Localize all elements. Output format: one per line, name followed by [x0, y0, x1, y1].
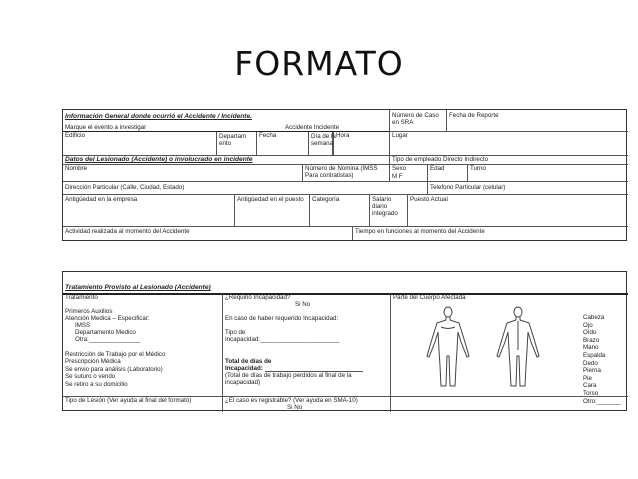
- days-lost-note: (Total de días de trabajo perdidos al final de la incapacidad): [225, 372, 352, 387]
- prescription-option[interactable]: Prescripción Médica: [65, 358, 121, 365]
- hour-label: Hora: [336, 132, 350, 139]
- time-functions-label: Tiempo en funciones al momento del Accidente: [355, 228, 485, 235]
- employee-type-cell[interactable]: [390, 156, 628, 165]
- seniority-position-label: Antigüedad en el puesto: [237, 196, 304, 203]
- seniority-company-label: Antigüedad en la empresa: [65, 196, 138, 203]
- medical-dept-option[interactable]: Departamento Medico: [75, 329, 136, 336]
- salary-cell[interactable]: [370, 195, 408, 227]
- department-label: Departam ento: [219, 133, 247, 148]
- current-position-cell[interactable]: [408, 195, 628, 227]
- registrable-cell: [223, 397, 391, 412]
- treatment-list-cell: [63, 294, 223, 397]
- work-restriction-option[interactable]: Restricción de Trabajo por el Médico: [65, 351, 166, 358]
- salary-label: Salario diario integrado: [372, 196, 398, 218]
- treatment-line-0: Tratamiento: [65, 294, 98, 301]
- place-label: Lugar: [392, 132, 408, 139]
- date-label: Fecha: [259, 132, 277, 139]
- sent-home-option[interactable]: Se retiro a su domicilio: [65, 381, 128, 388]
- body-part-option[interactable]: Otro:_______: [583, 397, 621, 405]
- accident-info-header: Información General donde ocurrió el Accidente / Incidente.: [65, 113, 252, 120]
- body-part-option[interactable]: Cabeza: [583, 314, 605, 321]
- incapacity-type-label: Tipo de: [225, 329, 246, 336]
- case-number-label: Número de Caso en SRA: [392, 112, 439, 127]
- department-cell[interactable]: [217, 132, 257, 156]
- address-label: Dirección Particular (Calle, Ciudad, Estado): [65, 184, 185, 191]
- incapacity-question: ¿Requirió Incapacidad?: [225, 294, 291, 301]
- mark-event-label: Marque el evento a investigar: [65, 124, 147, 131]
- report-date-cell[interactable]: [447, 110, 628, 132]
- employee-type-label: Tipo de empleado Directo Indirecto: [392, 156, 489, 163]
- days-label: Total de días de: [225, 358, 272, 365]
- registrable-question: ¿El caso es registrable? (Ver ayuda en SMA-10): [225, 397, 358, 404]
- page-title: FORMATO: [234, 44, 404, 83]
- phone-label: Telefono Particular (celular): [430, 184, 506, 191]
- medical-attention-option[interactable]: Atención Medica – Especificar:: [65, 315, 150, 322]
- time-functions-cell[interactable]: [353, 227, 628, 240]
- body-part-option[interactable]: Dedo: [583, 359, 598, 367]
- date-cell[interactable]: [257, 132, 309, 156]
- age-label: Edad: [430, 165, 445, 172]
- current-position-label: Puesto Actual: [410, 196, 448, 203]
- activity-label: Actividad realizada al momento del Accidente: [65, 228, 190, 235]
- body-part-option[interactable]: Mano: [583, 344, 599, 352]
- body-back-icon[interactable]: [487, 306, 549, 392]
- accident-info-cell: [63, 110, 390, 132]
- seniority-company-cell[interactable]: [63, 195, 235, 227]
- body-part-option[interactable]: Oído: [583, 329, 597, 337]
- category-cell[interactable]: [310, 195, 370, 227]
- incapacity-type-field[interactable]: Incapacidad:_______________________: [225, 336, 340, 343]
- incapacity-cell: [223, 294, 391, 397]
- other-option[interactable]: Otra:_______________: [75, 336, 141, 343]
- event-types[interactable]: Accidente Incidente: [285, 124, 340, 131]
- sex-cell[interactable]: [390, 165, 428, 182]
- shift-cell[interactable]: [468, 165, 628, 182]
- building-cell[interactable]: [63, 132, 217, 156]
- sutured-option[interactable]: Se suturo o vendo: [65, 373, 116, 380]
- weekday-cell[interactable]: [309, 132, 336, 156]
- lab-analysis-option[interactable]: Se envio para análisis (Laboratorio): [65, 366, 163, 373]
- sex-label: Sexo: [392, 165, 407, 172]
- building-label: Edificio: [65, 132, 85, 139]
- body-part-option[interactable]: Pierna: [583, 367, 601, 375]
- days-field[interactable]: Incapacidad:: [225, 365, 263, 372]
- seniority-position-cell[interactable]: [235, 195, 310, 227]
- body-part-option[interactable]: Torso: [583, 390, 599, 397]
- address-cell[interactable]: [63, 182, 428, 195]
- injured-header: Datos del Lesionado (Accidente) o involucrado en incidente: [65, 156, 253, 163]
- incapacity-start: En caso de haber requerido Incapacidad:: [225, 315, 339, 322]
- payroll-label: Número de Nomina (IMSS Para contratistas): [305, 165, 378, 180]
- accident-form: [62, 109, 627, 241]
- incapacity-yes-no[interactable]: Si No: [295, 301, 311, 308]
- hour-cell[interactable]: [333, 132, 390, 156]
- weekday-label: Día de la semana: [311, 133, 336, 148]
- body-part-option[interactable]: Pie: [583, 374, 592, 382]
- sex-options[interactable]: M F: [392, 173, 403, 180]
- name-cell[interactable]: [63, 165, 303, 182]
- body-part-option[interactable]: Cara: [583, 382, 597, 390]
- injury-type-cell[interactable]: [63, 397, 223, 412]
- body-part-option[interactable]: Espalda: [583, 352, 606, 359]
- body-part-cell: [391, 294, 628, 405]
- body-part-label: Parte del Cuerpo Afectada: [393, 294, 466, 301]
- treatment-header: Tratamiento Provisto al Lesionado (Accidente): [65, 284, 211, 291]
- bottom-empty-cell: [391, 397, 628, 412]
- injury-type-label: Tipo de Lesión (Ver ayuda al final del formato): [65, 397, 192, 404]
- place-cell[interactable]: [390, 132, 628, 156]
- payroll-cell[interactable]: [303, 165, 390, 182]
- treatment-form: [62, 271, 627, 411]
- name-label: Nombre: [65, 165, 88, 172]
- category-label: Categoría: [312, 196, 340, 203]
- phone-cell[interactable]: [428, 182, 628, 195]
- report-date-label: Fecha de Reporte: [449, 112, 499, 119]
- body-part-option[interactable]: Ojo: [583, 321, 593, 329]
- injured-header-cell: [63, 156, 390, 165]
- imss-option[interactable]: IMSS: [75, 322, 91, 329]
- registrable-options[interactable]: Si No: [287, 404, 303, 411]
- first-aid-option[interactable]: Primeros Auxilios: [65, 308, 113, 315]
- age-cell[interactable]: [428, 165, 468, 182]
- body-front-icon[interactable]: [417, 306, 479, 392]
- body-part-option[interactable]: Brazo: [583, 336, 600, 344]
- activity-cell[interactable]: [63, 227, 353, 240]
- shift-label: Turno: [470, 165, 486, 172]
- case-number-cell[interactable]: [390, 110, 447, 132]
